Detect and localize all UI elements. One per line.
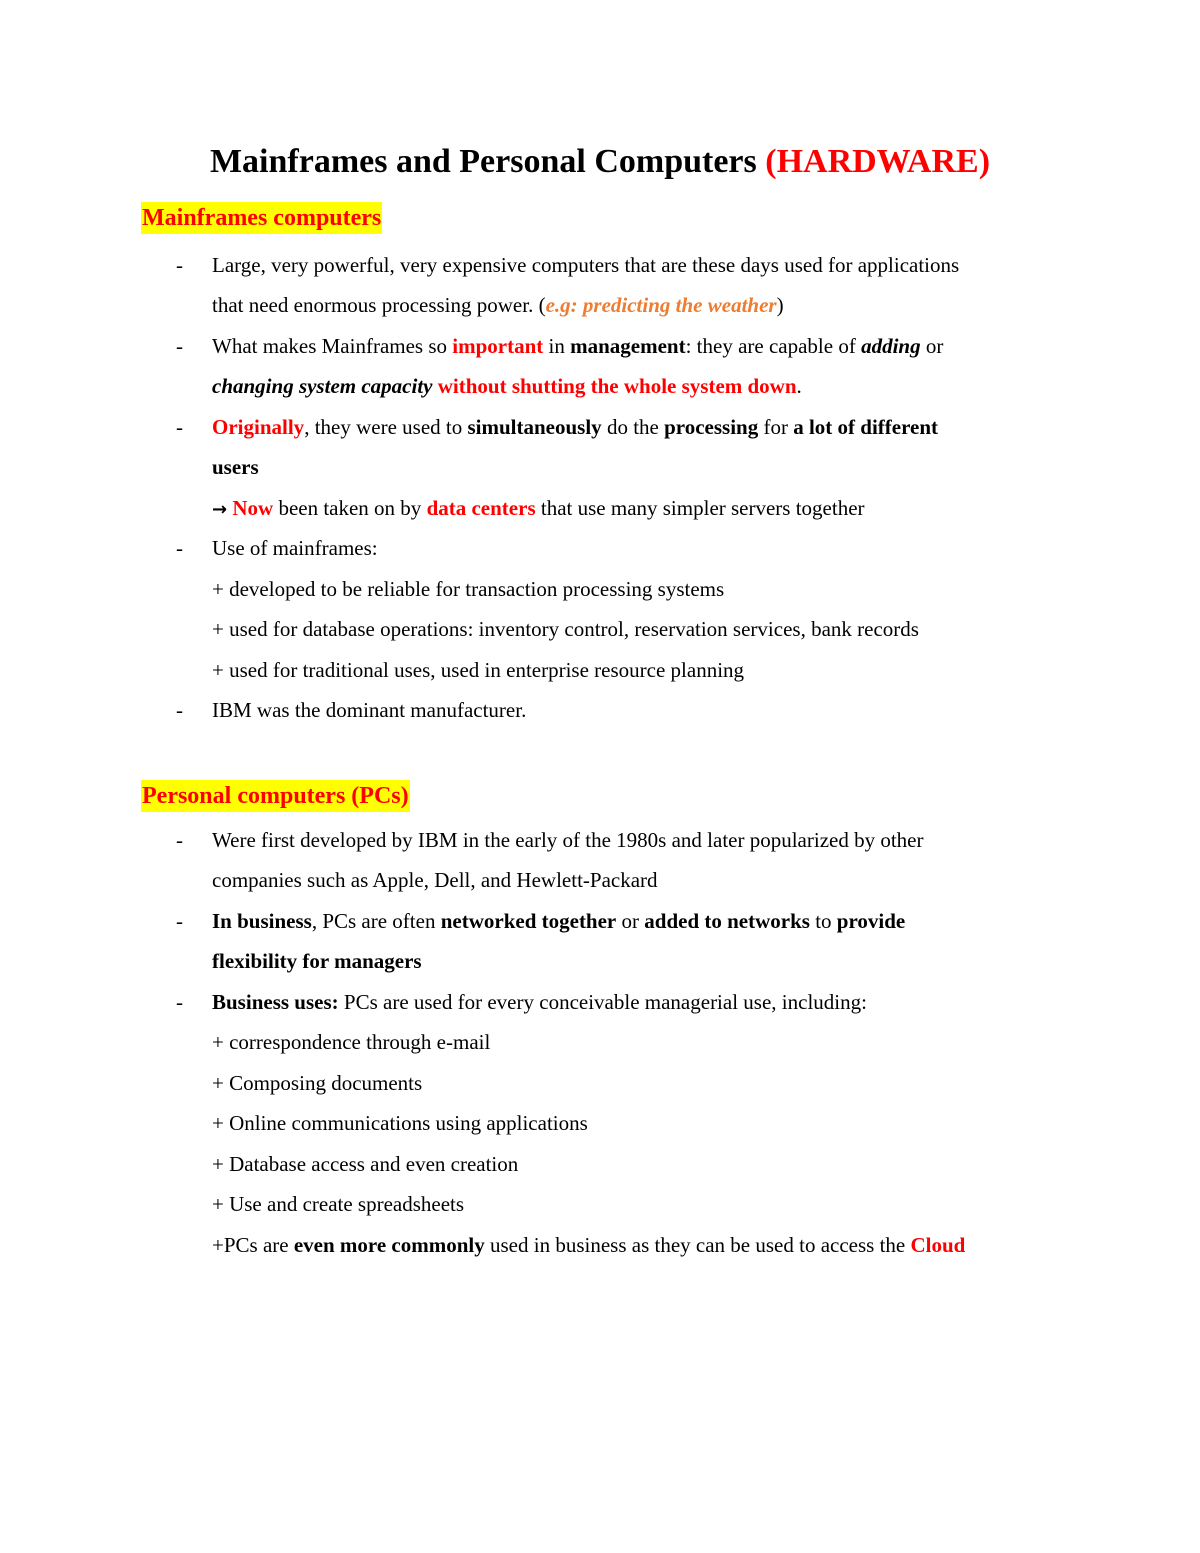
pcs-heading: Personal computers (PCs)	[141, 780, 410, 812]
mainframes-bullet-2-line-2	[212, 372, 802, 400]
bullet-dash: -	[176, 828, 183, 852]
pcs-bullet-2-line-2: flexibility for managers	[212, 949, 422, 973]
text: been taken on by	[273, 496, 427, 520]
arrow-right-icon: →	[212, 499, 228, 520]
text: : they are capable of	[685, 334, 862, 358]
pcs-bullet-3-line-6: + Use and create spreadsheets	[212, 1192, 465, 1216]
text: to	[809, 909, 837, 933]
pcs-bullet-3-line-1	[212, 988, 867, 1016]
bullet-dash: -	[176, 253, 183, 277]
pcs-bullet-1-line-1: Were first developed by IBM in the early of the 1980s and later popularized by other	[212, 828, 924, 852]
mainframes-bullet-3-line-1	[212, 413, 938, 441]
highlight-now: Now	[232, 496, 274, 520]
mainframes-bullet-4-line-2: + developed to be reliable for transaction processing systems	[212, 577, 725, 601]
text: .	[796, 374, 802, 398]
pcs-bullet-3-line-4: + Online communications using applications	[212, 1111, 588, 1135]
highlight-business-uses: Business uses:	[212, 990, 339, 1014]
text: , PCs are often	[311, 909, 441, 933]
text: in	[543, 334, 571, 358]
mainframes-bullet-4-line-4: + used for traditional uses, used in enterprise resource planning	[212, 658, 745, 682]
pcs-bullet-3-line-3: + Composing documents	[212, 1071, 423, 1095]
page-title	[0, 140, 1200, 184]
text: for	[758, 415, 794, 439]
pcs-bullet-3-line-2: + correspondence through e-mail	[212, 1030, 491, 1054]
highlight-added: added to networks	[644, 909, 810, 933]
text: What makes Mainframes so	[212, 334, 453, 358]
highlight-networked: networked together	[440, 909, 617, 933]
text: used in business as they can be used to access the	[484, 1233, 911, 1257]
title-main: Mainframes and Personal Computers	[209, 143, 766, 180]
bullet-dash: -	[176, 334, 183, 358]
pcs-bullet-2-line-1	[212, 907, 905, 935]
bullet-dash: -	[176, 536, 183, 560]
text: , they were used to	[304, 415, 468, 439]
highlight-simultaneously: simultaneously	[467, 415, 602, 439]
mainframes-bullet-3-line-3	[212, 494, 865, 524]
highlight-lot: a lot of different	[793, 415, 939, 439]
highlight-provide: provide	[836, 909, 906, 933]
mainframes-bullet-4-line-1: Use of mainframes:	[212, 536, 378, 560]
text: )	[776, 293, 784, 317]
mainframes-heading: Mainframes computers	[141, 202, 382, 234]
title-accent: (HARDWARE)	[765, 143, 991, 180]
text: do the	[601, 415, 665, 439]
highlight-without: without shutting the whole system down	[437, 374, 797, 398]
text: +PCs are	[212, 1233, 294, 1257]
highlight-data-centers: data centers	[426, 496, 536, 520]
example-text: e.g: predicting the weather	[545, 293, 777, 317]
pcs-bullet-3-line-5: + Database access and even creation	[212, 1152, 519, 1176]
bullet-dash: -	[176, 698, 183, 722]
highlight-changing: changing system capacity	[212, 374, 433, 398]
pcs-bullet-3-line-7	[212, 1231, 965, 1259]
bullet-dash: -	[176, 909, 183, 933]
highlight-management: management	[570, 334, 686, 358]
mainframes-bullet-5-line-1: IBM was the dominant manufacturer.	[212, 698, 527, 722]
text: that use many simpler servers together	[535, 496, 865, 520]
mainframes-bullet-2-line-1	[212, 332, 943, 360]
mainframes-bullet-1-line-2	[212, 291, 784, 319]
bullet-dash: -	[176, 415, 183, 439]
text: or	[920, 334, 944, 358]
highlight-processing: processing	[664, 415, 759, 439]
mainframes-bullet-1-line-1: Large, very powerful, very expensive computers that are these days used for applications	[212, 253, 960, 277]
mainframes-bullet-3-line-2: users	[212, 455, 259, 479]
highlight-cloud: Cloud	[910, 1233, 966, 1257]
highlight-adding: adding	[861, 334, 921, 358]
highlight-originally: Originally	[212, 415, 305, 439]
pcs-bullet-1-line-2: companies such as Apple, Dell, and Hewlett-Packard	[212, 868, 658, 892]
text: that need enormous processing power. (	[212, 293, 546, 317]
highlight-even-more-commonly: even more commonly	[293, 1233, 485, 1257]
highlight-important: important	[452, 334, 544, 358]
text: PCs are used for every conceivable managerial use, including:	[338, 990, 867, 1014]
highlight-in-business: In business	[212, 909, 312, 933]
text: or	[616, 909, 645, 933]
bullet-dash: -	[176, 990, 183, 1014]
mainframes-bullet-4-line-3: + used for database operations: inventory control, reservation services, bank records	[212, 617, 919, 641]
